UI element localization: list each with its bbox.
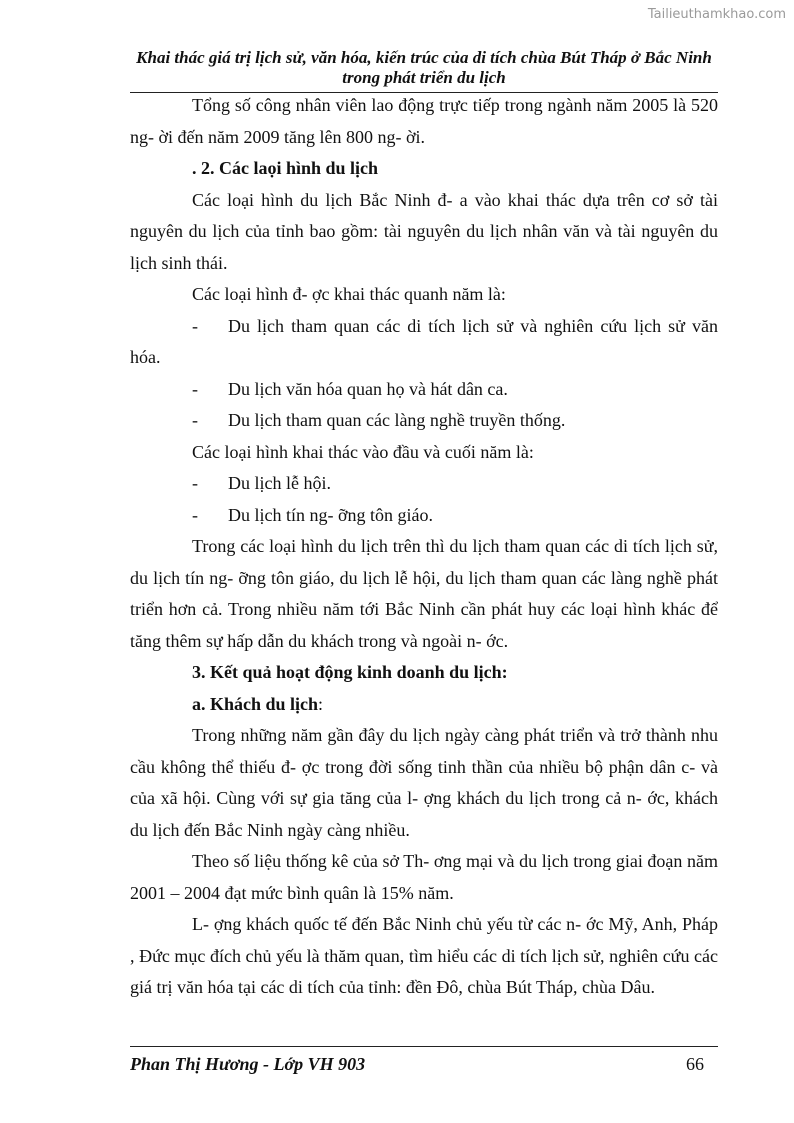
footer-rule [130,1046,718,1047]
paragraph-year-round: Các loại hình đ- ợc khai thác quanh năm là: [192,284,506,304]
list-item-text: Du lịch tín ng- ỡng tôn giáo. [228,504,433,525]
dash-bullet: - [192,315,198,336]
list-item-continuation: hóa. [130,347,161,367]
list-item-text: Du lịch lễ hội. [228,473,331,493]
paragraph-staff: Tổng số công nhân viên lao động trực tiếp trong ngành năm 2005 là 520 ng- ời đến năm 2009 tăng lên 800 ng- ời. [130,95,718,147]
page-number: 66 [686,1054,704,1074]
footer-author: Phan Thị Hương - Lớp VH 903 [130,1054,366,1074]
paragraph-international-visitors: L- ợng khách quốc tế đến Bắc Ninh chủ yếu từ các n- ớc Mỹ, Anh, Pháp , Đức mục đích chủ yếu là thăm quan, tìm hiểu các di tích lịch sử, nghiên cứu các giá trị văn hóa tại các di tích của tỉnh: đền Đô, chùa Bút Tháp, chùa Dâu. [130,914,718,997]
list-item [130,500,718,532]
paragraph-development: Trong các loại hình du lịch trên thì du lịch tham quan các di tích lịch sử, du lịch tín ng- ỡng tôn giáo, du lịch lễ hội, du lịch tham quan các làng nghề phát triển hơn cả. Trong nhiều năm tới Bắc Ninh cần phát huy các loại hình khác để tăng thêm sự hấp dẫn du khách trong và ngoài n- ớc. [130,536,718,651]
list-item-text: Du lịch tham quan các làng nghề truyền thống. [228,410,566,430]
paragraph-tourist-growth: Trong những năm gần đây du lịch ngày càng phát triển và trở thành nhu cầu không thể thiếu đ- ợc trong đời sống tinh thần của nhiều bộ phận dân c- và của xã hội. Cùng với sự gia tăng của l- ợng khách du lịch trong cả n- ớc, khách du lịch đến Bắc Ninh ngày càng nhiều. [130,725,718,840]
list-item [130,311,718,374]
dash-bullet: - [192,504,198,525]
dash-bullet: - [192,473,198,493]
list-item-text: Du lịch tham quan các di tích lịch sử và nghiên cứu lịch sử văn [228,315,718,336]
dash-bullet: - [192,378,198,399]
list-item [130,468,718,500]
list-item [130,405,718,437]
dash-bullet: - [192,410,198,430]
subsection-heading-a [130,689,718,721]
paragraph-seasonal: Các loại hình khai thác vào đầu và cuối năm là: [192,441,534,462]
subsection-heading-a-colon: : [318,693,324,714]
section-heading-3: 3. Kết quả hoạt động kinh doanh du lịch: [192,662,508,682]
paragraph-statistics: Theo số liệu thống kê của sở Th- ơng mại và du lịch trong giai đoạn năm 2001 – 2004 đạt mức bình quân là 15% năm. [130,851,718,903]
document-header-title: Khai thác giá trị lịch sử, văn hóa, kiến trúc của di tích chùa Bút Tháp ở Bắc Ninh trong phát triển du lịch [136,48,712,87]
watermark: Tailieuthamkhao.com [647,7,786,22]
page-content [130,90,718,1004]
list-item-text: Du lịch văn hóa quan họ và hát dân ca. [228,378,508,399]
list-item [130,374,718,406]
paragraph-tourism-types: Các loại hình du lịch Bắc Ninh đ- a vào khai thác dựa trên cơ sở tài nguyên du lịch của tỉnh bao gồm: tài nguyên du lịch nhân văn và tài nguyên du lịch sinh thái. [130,189,718,273]
section-heading-2: . 2. Các laọi hình du lịch [192,158,379,178]
subsection-heading-a-text: a. Khách du lịch [192,693,319,714]
